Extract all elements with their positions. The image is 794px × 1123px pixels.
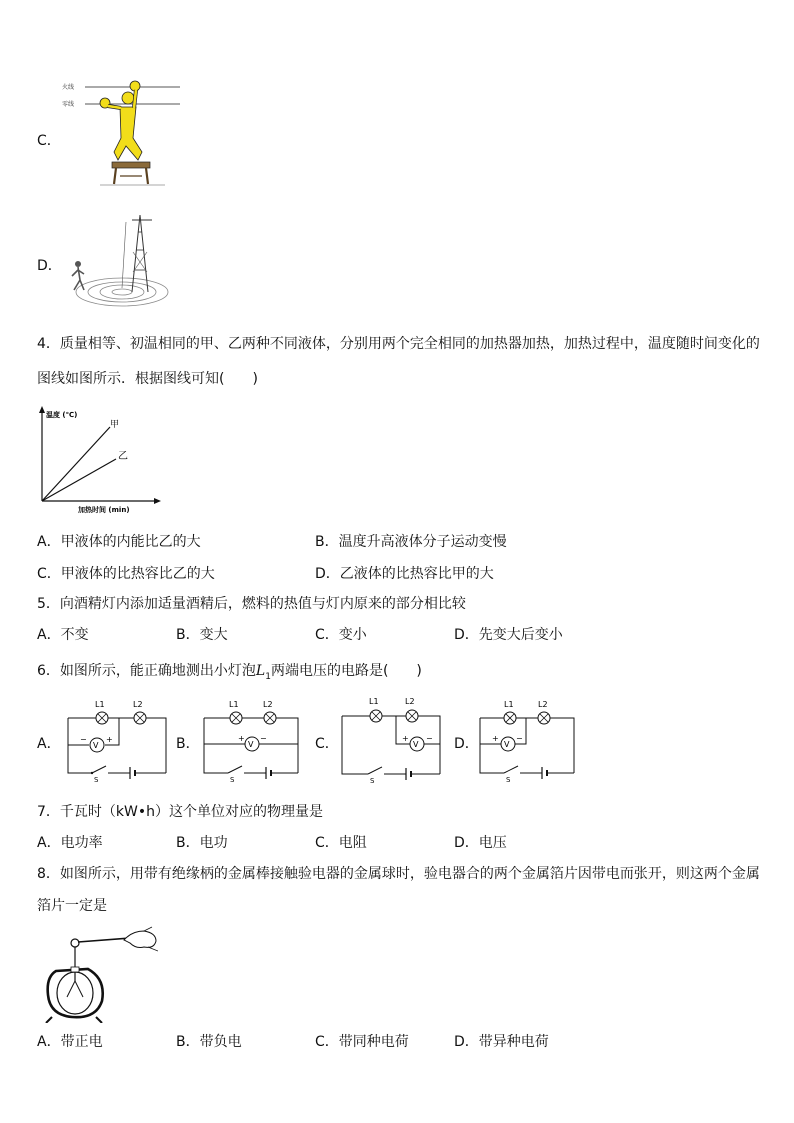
q6-circuit-b [198, 697, 310, 782]
switch-label: S [94, 776, 99, 782]
svg-text:L1: L1 [369, 697, 379, 706]
q7-option-b: B．电功 [176, 835, 228, 851]
q3-fig-c-wire-bottom: 零线 [62, 101, 75, 108]
lamp-l1-label: L1 [95, 700, 105, 709]
q4-option-b: B．温度升高液体分子运动变慢 [315, 534, 507, 550]
q6-option-d-label: D． [454, 736, 479, 752]
series-line-yi [42, 459, 116, 501]
q8-option-d: D．带异种电荷 [454, 1034, 549, 1050]
q6-circuit-a [62, 697, 174, 782]
q8-option-b: B．带负电 [176, 1034, 242, 1050]
q6-symbol-sub: 1 [265, 671, 271, 682]
svg-text:+: + [106, 735, 113, 744]
svg-text:V: V [504, 740, 510, 749]
q4-option-d: D．乙液体的比热容比甲的大 [315, 566, 494, 582]
svg-text:S: S [506, 776, 511, 782]
q3-figure-c-insulated-stool [60, 80, 185, 190]
q4-stem-line1: 4．质量相等、初温相同的甲、乙两种不同液体，分别用两个完全相同的加热器加热，加热过程中，温度随时间变化的 [37, 336, 760, 352]
lamp-l2-label: L2 [133, 700, 143, 709]
svg-text:−: − [80, 735, 87, 744]
q4-option-c: C．甲液体的比热容比乙的大 [37, 566, 215, 582]
svg-text:V: V [413, 740, 419, 749]
svg-text:−: − [426, 734, 433, 743]
q6-symbol-l: L [255, 663, 266, 679]
svg-text:L2: L2 [538, 700, 548, 709]
svg-text:L2: L2 [405, 697, 415, 706]
q5-option-b: B．变大 [176, 627, 228, 643]
q8-stem-line1: 8．如图所示，用带有绝缘柄的金属棒接触验电器的金属球时，验电器合的两个金属箔片因带电而张开，则这两个金属 [37, 866, 760, 882]
q6-option-c-label: C． [315, 736, 339, 752]
q3-option-c-label: C． [37, 133, 61, 149]
svg-text:L2: L2 [263, 700, 273, 709]
q6-circuit-c [336, 692, 448, 784]
q3-fig-c-wire-top: 火线 [62, 84, 75, 91]
q8-option-c: C．带同种电荷 [315, 1034, 409, 1050]
svg-text:L1: L1 [504, 700, 514, 709]
q8-stem-line2: 箔片一定是 [37, 898, 107, 914]
q7-option-c: C．电阻 [315, 835, 367, 851]
series-label-yi: 乙 [118, 451, 128, 462]
svg-text:V: V [248, 740, 254, 749]
q6-stem-before: 6．如图所示，能正确地测出小灯泡 [37, 663, 256, 679]
svg-text:−: − [260, 734, 267, 743]
svg-text:S: S [370, 777, 375, 784]
q8-option-a: A．带正电 [37, 1034, 103, 1050]
svg-text:S: S [230, 776, 235, 782]
q5-option-c: C．变小 [315, 627, 367, 643]
q5-stem: 5．向酒精灯内添加适量酒精后，燃料的热值与灯内原来的部分相比较 [37, 596, 466, 612]
q8-electroscope-figure [40, 925, 158, 1023]
q4-stem-line2: 图线如图所示．根据图线可知( ) [37, 371, 258, 387]
q7-stem: 7．千瓦时（kW•h）这个单位对应的物理量是 [37, 804, 323, 820]
svg-text:L1: L1 [229, 700, 239, 709]
q6-stem-after: 两端电压的电路是( ) [270, 663, 422, 679]
q5-option-a: A．不变 [37, 627, 89, 643]
svg-text:+: + [238, 734, 245, 743]
q6-option-b-label: B． [176, 736, 200, 752]
svg-text:−: − [516, 734, 523, 743]
series-line-jia [42, 427, 110, 501]
q3-figure-d-step-voltage [60, 210, 170, 310]
q4-option-a: A．甲液体的内能比乙的大 [37, 534, 201, 550]
q7-option-a: A．电功率 [37, 835, 103, 851]
series-label-jia: 甲 [110, 420, 120, 430]
q5-option-d: D．先变大后变小 [454, 627, 563, 643]
q6-stem [37, 660, 422, 682]
voltmeter-label: V [93, 741, 99, 750]
graph-ylabel: 温度 (℃) [46, 411, 78, 419]
q7-option-d: D．电压 [454, 835, 507, 851]
graph-xlabel: 加热时间 (min) [78, 506, 130, 514]
svg-text:+: + [402, 734, 409, 743]
q3-option-d-label: D． [37, 258, 62, 274]
q4-temperature-time-graph [30, 405, 165, 517]
q6-circuit-d [474, 697, 586, 782]
svg-text:+: + [492, 734, 499, 743]
q6-option-a-label: A． [37, 736, 61, 752]
